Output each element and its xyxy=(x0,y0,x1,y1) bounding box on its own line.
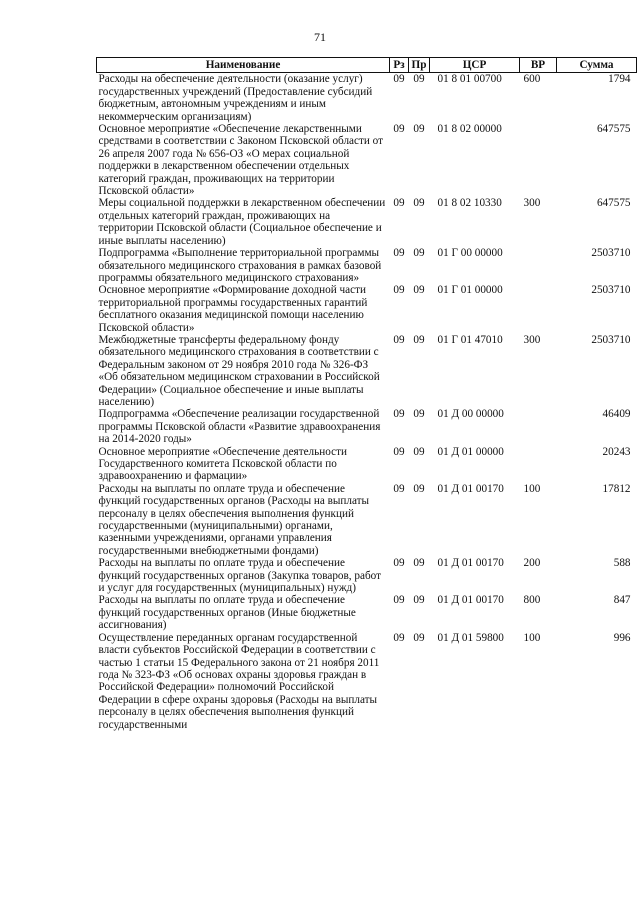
cell-rz: 09 xyxy=(393,247,405,260)
table-header xyxy=(97,58,637,73)
cell-rz: 09 xyxy=(393,631,405,644)
cell-csr: 01 Г 00 00000 xyxy=(437,247,503,260)
cell-rz: 09 xyxy=(393,557,405,570)
header-pr: Пр xyxy=(409,58,430,73)
cell-csr: 01 Д 01 00000 xyxy=(437,445,504,458)
cell-pr: 09 xyxy=(413,408,425,421)
cell-pr: 09 xyxy=(413,247,425,260)
cell-vr: 100 xyxy=(523,482,541,495)
cell-csr: 01 8 02 00000 xyxy=(437,123,502,136)
table-row xyxy=(97,123,637,197)
header-row xyxy=(97,58,637,73)
budget-table xyxy=(96,57,637,731)
table-row xyxy=(97,632,637,731)
cell-sum: 588 xyxy=(613,557,631,570)
cell-vr xyxy=(520,446,557,483)
table-row xyxy=(97,247,637,284)
cell-vr: 200 xyxy=(523,557,541,570)
table-row xyxy=(97,557,637,594)
cell-vr: 300 xyxy=(523,197,541,210)
cell-csr: 01 Г 01 00000 xyxy=(437,284,503,297)
cell-csr: 01 Г 01 47010 xyxy=(437,333,503,346)
cell-sum: 996 xyxy=(613,631,631,644)
cell-csr: 01 8 01 00700 xyxy=(437,73,502,86)
header-vr: ВР xyxy=(520,58,557,73)
cell-sum: 847 xyxy=(613,594,631,607)
table-row xyxy=(97,334,637,408)
cell-sum: 17812 xyxy=(602,482,631,495)
cell-csr: 01 Д 01 59800 xyxy=(437,631,504,644)
cell-pr: 09 xyxy=(413,445,425,458)
cell-rz: 09 xyxy=(393,123,405,136)
cell-rz: 09 xyxy=(393,333,405,346)
cell-name: Подпрограмма «Выполнение территориальной программы обязательного медицинского страхования в рамках базовой программы обязательного медицинского страхования» xyxy=(98,247,382,284)
cell-rz: 09 xyxy=(393,482,405,495)
cell-rz: 09 xyxy=(393,408,405,421)
cell-csr: 01 8 02 10330 xyxy=(437,197,502,210)
cell-rz: 09 xyxy=(393,594,405,607)
cell-vr: 100 xyxy=(523,631,541,644)
table-row xyxy=(97,197,637,247)
table-row xyxy=(97,73,637,123)
cell-pr: 09 xyxy=(413,333,425,346)
cell-vr xyxy=(520,247,557,284)
cell-sum: 46409 xyxy=(602,408,631,421)
cell-csr: 01 Д 01 00170 xyxy=(437,557,504,570)
page-number: 71 xyxy=(314,30,326,44)
cell-csr: 01 Д 01 00170 xyxy=(437,594,504,607)
header-name: Наименование xyxy=(97,58,390,73)
table-row xyxy=(97,483,637,557)
table-row xyxy=(97,594,637,631)
cell-pr: 09 xyxy=(413,557,425,570)
cell-vr xyxy=(520,408,557,445)
cell-pr: 09 xyxy=(413,284,425,297)
cell-pr: 09 xyxy=(413,482,425,495)
table-body xyxy=(97,73,637,731)
cell-sum: 2503710 xyxy=(591,247,631,260)
cell-name: Основное мероприятие «Обеспечение деятельности Государственного комитета Псковской области по здравоохранению и фармации» xyxy=(98,445,347,483)
cell-name: Основное мероприятие «Формирование доходной части территориальной программы государственных гарантий бесплатного оказания медицинской помощи населению Псковской области» xyxy=(98,284,368,334)
cell-name: Меры социальной поддержки в лекарственном обеспечении отдельных категорий граждан, проживающих на территории Псковской области (Социальное обеспечение и иные выплаты населению) xyxy=(98,197,386,247)
cell-rz: 09 xyxy=(393,197,405,210)
table-row xyxy=(97,284,637,334)
cell-sum: 647575 xyxy=(596,197,631,210)
cell-sum: 20243 xyxy=(602,445,631,458)
cell-vr xyxy=(520,123,557,197)
cell-vr xyxy=(520,284,557,334)
cell-pr: 09 xyxy=(413,73,425,86)
cell-name: Осуществление переданных органам государственной власти субъектов Российской Федерации в соответствии с частью 1 статьи 15 Федерального закона от 21 ноября 2011 года № 323-ФЗ «Об основах охраны здоровья граждан в Российской Федерации» полномочий Российской Федерации в сфере охраны здоровья (Расходы на выплаты персоналу в целях обеспечения выполнения функций государственными xyxy=(98,631,380,731)
cell-vr: 600 xyxy=(523,73,541,86)
cell-pr: 09 xyxy=(413,123,425,136)
cell-sum: 2503710 xyxy=(591,333,631,346)
cell-name: Расходы на выплаты по оплате труда и обеспечение функций государственных органов (Расходы на выплаты персоналу в целях обеспечения выполнения функций государственными (муниципальными) органами, казенными учреждениями, органами управления государственными внебюджетными фондами) xyxy=(98,482,370,557)
cell-name: Расходы на обеспечение деятельности (оказание услуг) государственных учреждений (Предоставление субсидий бюджетным, автономным учреждениям и иным некоммерческим организациям) xyxy=(98,73,373,123)
cell-sum: 647575 xyxy=(596,123,631,136)
cell-csr: 01 Д 01 00170 xyxy=(437,482,504,495)
cell-rz: 09 xyxy=(393,284,405,297)
table-row xyxy=(97,408,637,445)
header-rz: Рз xyxy=(390,58,409,73)
cell-name: Расходы на выплаты по оплате труда и обеспечение функций государственных органов (Закупка товаров, работ и услуг для государственных (муниципальных) нужд) xyxy=(98,557,381,595)
cell-pr: 09 xyxy=(413,197,425,210)
cell-sum: 2503710 xyxy=(591,284,631,297)
cell-csr: 01 Д 00 00000 xyxy=(437,408,504,421)
cell-name: Межбюджетные трансферты федеральному фонду обязательного медицинского страхования в соответствии с Федеральным законом от 29 ноября 2010 года № 326-ФЗ «Об обязательном медицинском страховании в Российской Федерации» (Социальное обеспечение и иные выплаты населению) xyxy=(98,333,380,408)
cell-vr: 800 xyxy=(523,594,541,607)
cell-pr: 09 xyxy=(413,631,425,644)
cell-rz: 09 xyxy=(393,73,405,86)
cell-vr: 300 xyxy=(523,333,541,346)
table-row xyxy=(97,446,637,483)
cell-pr: 09 xyxy=(413,594,425,607)
header-csr: ЦСР xyxy=(430,58,520,73)
cell-name: Расходы на выплаты по оплате труда и обеспечение функций государственных органов (Иные бюджетные ассигнования) xyxy=(98,594,356,632)
header-sum: Сумма xyxy=(557,58,637,73)
cell-rz: 09 xyxy=(393,445,405,458)
cell-name: Подпрограмма «Обеспечение реализации государственной программы Псковской области «Развитие здравоохранения на 2014-2020 годы» xyxy=(98,408,381,446)
cell-name: Основное мероприятие «Обеспечение лекарственными средствами в соответствии с Законом Псковской области от 26 апреля 2007 года № 656-ОЗ «О мерах социальной поддержки в лекарственном обеспечении отдельных категорий граждан, проживающих на территории Псковской области» xyxy=(98,123,383,198)
cell-sum: 1794 xyxy=(608,73,631,86)
